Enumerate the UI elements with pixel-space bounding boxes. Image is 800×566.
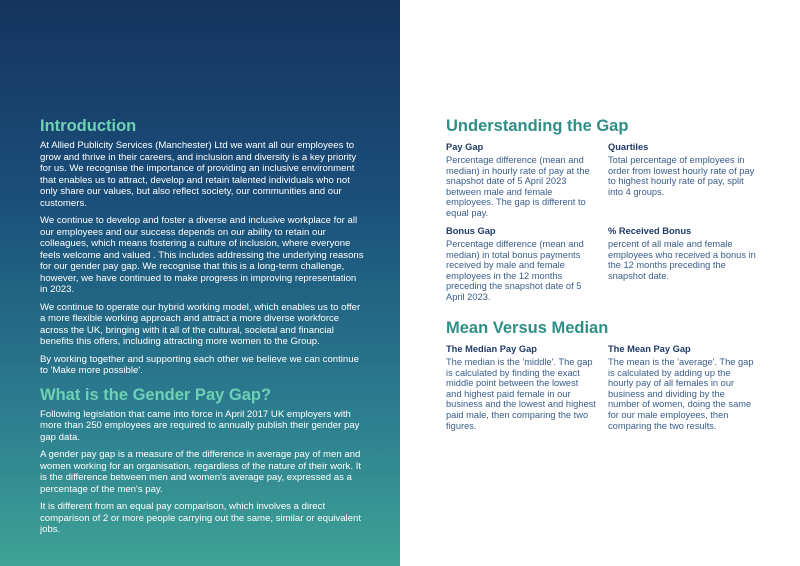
right-panel bbox=[400, 0, 800, 566]
quartiles-title: Quartiles bbox=[608, 142, 649, 152]
median-title: The Median Pay Gap bbox=[446, 344, 537, 354]
received-bonus-block bbox=[608, 226, 758, 281]
bonus-gap-block bbox=[446, 226, 596, 303]
mean-median-heading: Mean Versus Median bbox=[446, 319, 609, 337]
median-block bbox=[446, 344, 596, 431]
gender-gap-heading: What is the Gender Pay Gap? bbox=[40, 385, 272, 404]
quartiles-text: Total percentage of employees in order from lowest hourly rate of pay to highest hourly rate of pay, split into 4 groups. bbox=[608, 155, 755, 197]
mean-block bbox=[608, 344, 758, 431]
bonus-gap-text: Percentage difference (mean and median) in total bonus payments received by male and female employees in the 12 months preceding the snapshot date of 5 April 2023. bbox=[446, 239, 584, 302]
left-content bbox=[40, 116, 365, 542]
gender-gap-paragraph: Following legislation that came into force in April 2017 UK employers with more than 250 employees are required to annually publish their gender pay gap data. bbox=[40, 408, 360, 443]
intro-paragraph: We continue to operate our hybrid working model, which enables us to offer a more flexible working approach and attract a more diverse workforce across the UK, bringing with it all of the cultural, societal and financial benefits this offers, including attracting more women to the Group. bbox=[40, 301, 361, 347]
median-text: The median is the 'middle'. The gap is calculated by finding the exact middle point between the lowest and highest paid female in our business and the lowest and highest paid male, then comparing the two figures. bbox=[446, 357, 596, 431]
gender-gap-paragraph: A gender pay gap is a measure of the difference in average pay of men and women working for an organisation, regardless of the nature of their work. It is the difference between men and women's average pay, expressed as a percentage of the men's pay. bbox=[40, 449, 362, 495]
pay-gap-block bbox=[446, 142, 596, 219]
intro-paragraph: By working together and supporting each other we believe we can continue to 'Make more possible'. bbox=[40, 353, 359, 376]
pay-gap-text: Percentage difference (mean and median) in hourly rate of pay at the snapshot date of 5 April 2023 between male and female employees. The gap is different to equal pay. bbox=[446, 155, 590, 218]
intro-paragraph: We continue to develop and foster a diverse and inclusive workplace for all our employees and our success depends on our ability to retain our colleagues, which means fostering a culture of inclusion, where everyone feels welcome and valued . This includes addressing the underlying reasons for our gender pay gap. We recognise that this is a long-term challenge, however, we have continued to make progress in improving representation in 2023. bbox=[40, 215, 364, 295]
received-bonus-text: percent of all male and female employees who received a bonus in the 12 months preceding the snapshot date. bbox=[608, 239, 756, 281]
intro-paragraph: At Allied Publicity Services (Manchester) Ltd we want all our employees to grow and thrive in their careers, and inclusion and diversity is a key priority for us. We recognise the importance of providing an inclusive environment that enables us to attract, develop and retain talented individuals who not only share our values, but also reflect society, our communities and our customers. bbox=[40, 140, 357, 209]
understanding-heading: Understanding the Gap bbox=[446, 117, 629, 135]
quartiles-block bbox=[608, 142, 758, 197]
mean-title: The Mean Pay Gap bbox=[608, 344, 691, 354]
mean-text: The mean is the 'average'. The gap is calculated by adding up the hourly pay of all females in our business and dividing by the number of women, doing the same for our male employees, then comparing the two results. bbox=[608, 357, 754, 431]
pay-gap-title: Pay Gap bbox=[446, 142, 484, 152]
received-bonus-title: % Received Bonus bbox=[608, 226, 692, 236]
intro-heading: Introduction bbox=[40, 117, 137, 135]
gender-gap-paragraph: It is different from an equal pay comparison, which involves a direct comparison of 2 or more people carrying out the same, similar or equivalent jobs. bbox=[40, 501, 362, 535]
bonus-gap-title: Bonus Gap bbox=[446, 226, 496, 236]
